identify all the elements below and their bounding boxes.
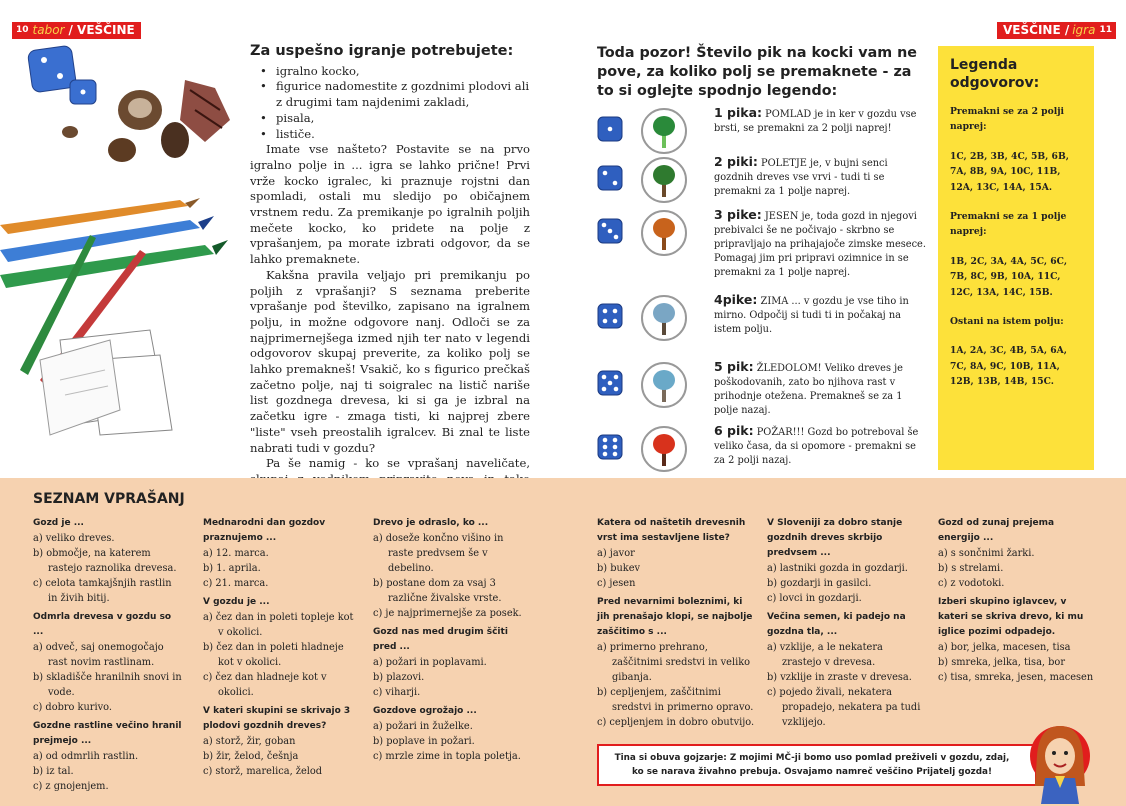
answer-option: b) cepljenjem, zaščitnimi sredstvi in primerno opravo.: [597, 687, 754, 713]
answer-option: c) 21. marca.: [203, 578, 269, 589]
question-column: [373, 516, 531, 768]
requirements-list: [254, 64, 530, 143]
dice-rule-description: ŽLEDOLOM! Veliko dreves je poškodovanih, zato bo njihova rast v prihodnje otežena. Premakneš se za 1 polje nazaj.: [714, 363, 903, 416]
question-text: V kateri skupini se skrivajo 3 plodovi gozdnih dreves?: [203, 706, 351, 731]
question-block: [203, 516, 361, 591]
question-block: [597, 516, 755, 591]
question-block: [597, 595, 755, 730]
dice-rule-text: [714, 106, 929, 136]
question-text: Katera od naštetih drevesnih vrst ima sestavljene liste?: [597, 518, 746, 543]
question-text: V Sloveniji za dobro stanje gozdnih dreves skrbijo predvsem ...: [767, 518, 903, 558]
answer-option: c) mrzle zime in topla poletja.: [373, 751, 521, 762]
dice-row: [597, 359, 937, 416]
dice-rule-description: POŽAR!!! Gozd bo potreboval še veliko časa, da si opomore - premakni se za 2 polji nazaj.: [714, 427, 919, 466]
question-list-section: [0, 478, 1126, 806]
answer-option: a) požari in žuželke.: [373, 721, 473, 732]
question-block: [767, 516, 925, 606]
dice-rule-label: 5 pik:: [714, 359, 754, 374]
answer-option: c) cepljenjem in dobro obutvijo.: [597, 717, 755, 728]
question-text: Odmrla drevesa v gozdu so ...: [33, 612, 172, 637]
answer-option: c) tisa, smreka, jesen, macesen: [938, 672, 1094, 683]
list-item: • pisala,: [254, 111, 530, 127]
list-item: • lističe.: [254, 127, 530, 143]
answer-option: b) s strelami.: [938, 563, 1004, 574]
dice-rule-text: [714, 293, 929, 337]
intro-paragraph: Imate vse našteto? Postavite se na prvo igralno polje in ... igra se lahko prične! Prvi vrže kocko igralec, ki praznuje rojstni dan spomladi, ostali mu sledijo po običajnem vrstnem redu. Za premikanje po igralnih poljih mečete kocko, ko pridete na polje z vprašanjem, pa morate izbrati odgovor, da se lahko premaknete.: [250, 142, 530, 267]
legend-heading: Premakni se za 2 polji naprej:: [950, 106, 1065, 133]
die-icon: [597, 218, 623, 244]
intro-paragraph: Kakšna pravila veljajo pri premikanju po poljih z vprašanji? S seznama preberite vprašanje pod številko, zapisano na igralnem polju, in možne odgovore nanj. Odloči se za najprimernejšega izmed njih ter nato v legendi odgovorov skupaj preverite, za koliko polj se lahko premakneš! Vsakič, ko s figurico prečkaš začetno polje, naj ti soigralec na listič nariše list gozdnega drevesa, ki si ga je izbral na začetku igre - zmaga tisti, ki najprej zbere "liste" vseh preostalih igralcev. Bi znal te liste nabrati tudi v gozdu?: [250, 267, 530, 455]
ice-branch-icon: [639, 360, 689, 410]
question-block: [373, 516, 531, 621]
question-block: [33, 610, 183, 715]
question-text: V gozdu je ...: [203, 597, 270, 607]
footer-note: Tina si obuva gojzarje: Z mojimi MČ-ji bomo uso pomlad preživeli v gozdu, zdaj, ko se narava živahno prebuja. Osvajamo namreč veščino Prijatelj gozda!: [597, 744, 1037, 786]
answer-option: b) bukev: [597, 563, 641, 574]
dice-rule-label: 4pike:: [714, 292, 758, 307]
dice-rule-text: [714, 208, 929, 280]
answer-option: a) veliko dreves.: [33, 533, 115, 544]
answer-option: a) storž, žir, goban: [203, 736, 296, 747]
answer-option: a) odveč, saj onemogočajo rast novim rastlinam.: [33, 642, 164, 668]
question-text: Gozdove ogrožajo ...: [373, 706, 477, 716]
dice-row: [597, 207, 937, 278]
answer-option: b) čez dan in poleti hladneje kot v okolici.: [203, 642, 344, 668]
answer-option: c) storž, marelica, želod: [203, 766, 323, 777]
question-block: [33, 516, 183, 606]
answer-option: c) z vodotoki.: [938, 578, 1005, 589]
page-number-left: 10: [16, 25, 29, 35]
leafy-tree-icon: [639, 155, 689, 205]
page-header-right: [997, 22, 1116, 39]
bare-winter-tree-icon: [639, 293, 689, 343]
question-text: Gozd nas med drugim ščiti pred ...: [373, 627, 508, 652]
intro-section: [250, 44, 530, 503]
answer-option: a) s sončnimi žarki.: [938, 548, 1035, 559]
answer-option: c) celota tamkajšnjih rastlin in živih bitij.: [33, 578, 172, 604]
die-icon: [597, 370, 623, 396]
dice-row: [597, 155, 937, 205]
legend-title: Legenda odgovorov:: [950, 57, 1040, 91]
answer-option: a) doseže končno višino in raste predvsem še v debelino.: [373, 533, 504, 574]
dice-rule-label: 2 piki:: [714, 154, 758, 169]
dice-rule-description: ZIMA ... v gozdu je vse tiho in mirno. Odpočij si tudi ti in počakaj na istem polju.: [714, 296, 909, 335]
question-column: [203, 516, 361, 783]
legend-heading: Ostani na istem polju:: [950, 316, 1064, 328]
question-list-title: SEZNAM VPRAŠANJ: [33, 491, 185, 507]
answer-option: a) bor, jelka, macesen, tisa: [938, 642, 1071, 653]
answer-option: c) dobro kurivo.: [33, 702, 112, 713]
dice-section-title: Toda pozor! Število pik na kocki vam ne pove, za koliko polj se premaknete - za to si oglejte spodnjo legendo:: [597, 45, 917, 99]
dice-rule-label: 3 pike:: [714, 207, 762, 222]
question-text: Izberi skupino iglavcev, v kateri se skriva drevo, ki mu iglice pozimi odpadejo.: [938, 597, 1084, 637]
dice-row: [597, 424, 937, 474]
intro-title: Za uspešno igranje potrebujete:: [250, 43, 514, 59]
legend-answers: 1A, 2A, 3C, 4B, 5A, 6A, 7C, 8A, 9C, 10B, 11A, 12B, 13B, 14B, 15C.: [950, 345, 1067, 388]
answer-option: c) viharji.: [373, 687, 421, 698]
dice-rule-label: 1 pika:: [714, 105, 763, 120]
question-block: [203, 595, 361, 700]
page-number-right: 11: [1099, 25, 1112, 35]
question-column: [938, 516, 1096, 689]
question-column: [597, 516, 755, 734]
question-column: [33, 516, 183, 798]
question-text: Mednarodni dan gozdov praznujemo ...: [203, 518, 326, 543]
answer-option: a) lastniki gozda in gozdarji.: [767, 563, 908, 574]
die-icon: [597, 165, 623, 191]
section-label-right: VEŠČINE /: [1003, 23, 1070, 37]
answer-option: b) postane dom za vsaj 3 različne živalske vrste.: [373, 578, 502, 604]
answer-option: b) skladišče hranilnih snovi in vode.: [33, 672, 182, 698]
answer-option: b) žir, želod, češnja: [203, 751, 299, 762]
dice-rule-label: 6 pik:: [714, 423, 754, 438]
answer-option: a) vzklije, a le nekatera zrastejo v drevesa.: [767, 642, 883, 668]
brand-igra: igra: [1072, 23, 1096, 37]
question-column: [767, 516, 925, 734]
sprout-icon: [639, 106, 689, 156]
answer-option: a) primerno prehrano, zaščitnimi sredstvi in veliko gibanja.: [597, 642, 751, 683]
list-item: • igralno kocko,: [254, 64, 530, 80]
intro-paragraph: Pa še namig - ko se vprašanj naveličate,: [266, 456, 530, 471]
answer-option: b) območje, na katerem rastejo raznolika drevesa.: [33, 548, 177, 574]
question-text: Drevo je odraslo, ko ...: [373, 518, 489, 528]
answer-option: b) iz tal.: [33, 766, 74, 777]
answer-option: b) gozdarji in gasilci.: [767, 578, 872, 589]
question-block: [767, 610, 925, 730]
answer-legend: [938, 46, 1094, 470]
answer-option: b) 1. aprila.: [203, 563, 261, 574]
question-text: Pred nevarnimi boleznimi, ki jih prenašajo klopi, se najbolje zaščitimo s ...: [597, 597, 753, 637]
legend-heading: Premakni se za 1 polje naprej:: [950, 211, 1067, 238]
answer-option: c) čez dan hladneje kot v okolici.: [203, 672, 327, 698]
legend-answers: 1C, 2B, 3B, 4C, 5B, 6B, 7A, 8B, 9A, 10C, 11B, 12A, 13C, 14A, 15A.: [950, 150, 1069, 193]
question-text: Gozd je ...: [33, 518, 84, 528]
die-icon: [597, 116, 623, 142]
answer-option: a) čez dan in poleti topleje kot v okolici.: [203, 612, 354, 638]
list-item: • figurice nadomestite z gozdnimi plodovi ali z drugimi tam najdenimi zakladi,: [254, 79, 530, 110]
section-label-left: / VEŠČINE: [68, 23, 135, 37]
answer-option: c) lovci in gozdarji.: [767, 593, 862, 604]
answer-option: b) poplave in požari.: [373, 736, 475, 747]
dice-rule-description: POLETJE je, v bujni senci gozdnih dreves vse vrvi - tudi ti se premakni za 1 polje naprej.: [714, 158, 888, 197]
legend-answers: 1B, 2C, 3A, 4A, 5C, 6C, 7B, 8C, 9B, 10A, 11C, 12C, 13A, 14C, 15B.: [950, 255, 1068, 298]
fire-icon: [639, 424, 689, 474]
question-block: [203, 704, 361, 779]
question-block: [938, 595, 1096, 685]
dice-rule-text: [714, 360, 929, 418]
dice-rule-description: JESEN je, toda gozd in njegovi prebivalci še ne počivajo - skrbno se pripravljajo na prihajajoče zimske mesece. Pomagaj jim pri pripravi ozimnice in se premakni za 1 polje naprej.: [714, 211, 926, 278]
answer-option: b) plazovi.: [373, 672, 425, 683]
answer-option: a) 12. marca.: [203, 548, 269, 559]
die-icon: [597, 303, 623, 329]
answer-option: a) od odmrlih rastlin.: [33, 751, 139, 762]
answer-option: a) javor: [597, 548, 635, 559]
question-block: [33, 719, 183, 794]
answer-option: a) požari in poplavami.: [373, 657, 487, 668]
answer-option: c) z gnojenjem.: [33, 781, 109, 792]
question-block: [373, 625, 531, 700]
brand-tabor: tabor: [32, 23, 65, 37]
question-text: Gozd od zunaj prejema energijo ...: [938, 518, 1055, 543]
dice-rule-text: [714, 424, 929, 468]
page-header-left: [12, 22, 141, 39]
question-block: [373, 704, 531, 764]
question-block: [938, 516, 1096, 591]
answer-option: c) jesen: [597, 578, 636, 589]
dice-rule-description: POMLAD je in ker v gozdu vse brsti, se premakni za 2 polji naprej!: [714, 109, 917, 134]
die-icon: [597, 434, 623, 460]
pencils-and-acorns-illustration: [0, 40, 245, 470]
answer-option: c) pojedo živali, nekatera propadejo, nekatera pa tudi vzklijejo.: [767, 687, 921, 728]
dice-row: [597, 106, 937, 156]
dice-rule-text: [714, 155, 929, 199]
question-text: Večina semen, ki padejo na gozdna tla, ...: [767, 612, 906, 637]
answer-option: b) smreka, jelka, tisa, bor: [938, 657, 1066, 668]
answer-option: c) je najprimernejše za posek.: [373, 608, 522, 619]
answer-option: b) vzklije in zraste v drevesa.: [767, 672, 912, 683]
dice-row: [597, 293, 937, 343]
tina-avatar-icon: [1027, 716, 1093, 804]
autumn-leaves-icon: [639, 208, 689, 258]
question-text: Gozdne rastline večino hranil prejmejo ...: [33, 721, 182, 746]
